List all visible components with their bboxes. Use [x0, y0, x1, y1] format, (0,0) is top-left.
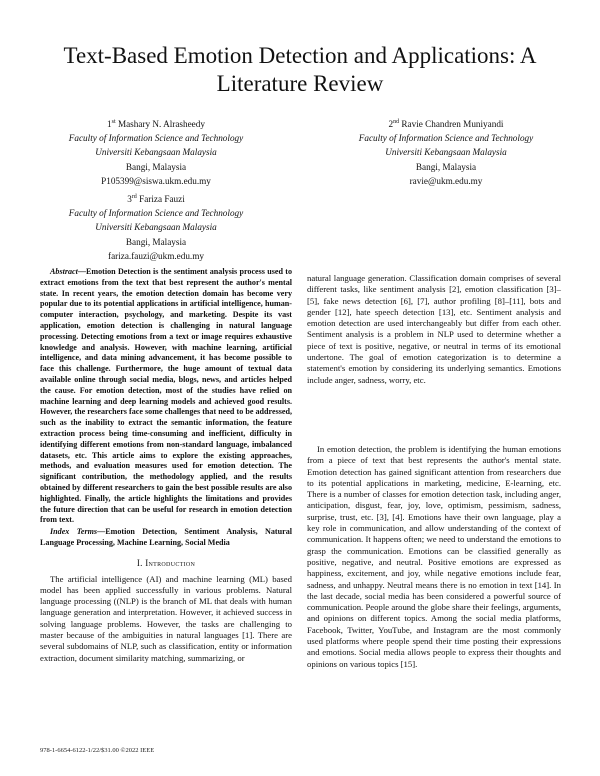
section-heading-introduction: I. Introduction	[136, 557, 196, 568]
author-location: Bangi, Malaysia	[125, 161, 187, 172]
abstract-paragraph: Abstract—Emotion Detection is the sentiment analysis process used to extract emotions from the text that best represent the author's mental state. In recent years, the emotion detection domain has become very popular due to its potential applications in artificial intelligence, human-computer interaction, psychology, and marketing. Despite its vast application, emotion detection is challenging in natural language processing. Detecting emotions from a text or image requires exhaustive knowledge and analysis. However, with machine learning, artificial intelligence, and data mining advancement, it has become possible to face this challenge. Furthermore, the huge amount of textual data available online through social media, blogs, news, and articles helped the cause. For emotion detection, most of the studies have relied on machine learning and deep learning models and achieved good results. However, the researchers face some challenges that need to be addressed, such as the inability to extract the semantic information, the feature extraction process being time-consuming and inefficient, difficulty in identifying different emotions from non-standard language, imbalanced datasets, etc. This article aims to explore the existing approaches, methods, and evaluation measures used for emotion detection. The significant contribution, the methodology applied, and the results obtained by different researchers to gain the best possible results are also highlighted. Finally, the article highlights the limitations and provides the future direction that can be useful for research in emotion detection from text.	[40, 267, 292, 525]
column-gap	[307, 386, 561, 444]
author-faculty: Faculty of Information Science and Technology	[358, 133, 534, 144]
index-terms-text: Emotion Detection, Sentiment Analysis, Natural Language Processing, Machine Learning, Social Media	[40, 527, 293, 547]
author-location: Bangi, Malaysia	[125, 236, 187, 247]
author-faculty: Faculty of Information Science and Technology	[68, 133, 244, 144]
intro-paragraph-1: The artificial intelligence (AI) and machine learning (ML) based model has been applied successfully in various problems. Natural language processing ((NLP) is the branch of ML that deals with human language generation and interpretation. However, it achieved success in solving language problems. However, the tasks are challenging to master because of the ambiguities in natural languages [1]. There are several subdomains of NLP, such as classification, entity or information extraction, document similarity matching, summarizing, or	[40, 573, 292, 663]
author-university: Universiti Kebangsaan Malaysia	[95, 147, 217, 158]
author-ordinal-suffix: st	[111, 118, 116, 125]
index-terms-paragraph: Index Terms—Emotion Detection, Sentiment Analysis, Natural Language Processing, Machine Learning, Social Media	[40, 527, 293, 547]
intro-paragraph-continued: natural language generation. Classification domain comprises of several different tasks, like sentiment analysis [2], emotion classification [3]–[5], fake news detection [6], [7], author profiling [8]–[11], bots and gender [12], hate speech detection [13], etc. Sentiment analysis and emotion detection are used interchangeably but differ from each other. Sentiment analysis is a problem in NLP used to determine whether a piece of text is positive, negative, or neutral in terms of its emotional undertone. The goal of emotion categorization is to determine a statement's emotion by considering its underlying semantics. Emotions include anger, sadness, worry, etc.	[307, 273, 561, 385]
abstract-label: Abstract	[50, 267, 78, 276]
author-email: fariza.fauzi@ukm.edu.my	[108, 250, 204, 261]
author-ordinal: 3	[127, 194, 132, 204]
author-email: P105399@siswa.ukm.edu.my	[101, 175, 211, 186]
author-name-line	[40, 117, 272, 131]
right-column	[307, 273, 561, 670]
author-ordinal-suffix: nd	[393, 118, 400, 125]
index-terms-label: Index Terms	[50, 527, 98, 537]
author-university: Universiti Kebangsaan Malaysia	[385, 147, 507, 158]
author-name-line	[40, 192, 272, 206]
author-name-line	[330, 117, 562, 131]
paper-title: Text-Based Emotion Detection and Applications: A Literature Review	[63, 43, 537, 96]
author-ordinal-suffix: rd	[131, 193, 137, 200]
author-block-1	[40, 117, 272, 188]
author-location: Bangi, Malaysia	[415, 161, 477, 172]
author-name: Ravie Chandren Muniyandi	[401, 119, 504, 129]
author-block-3	[40, 192, 272, 263]
copyright-footer: 978-1-6654-6122-1/22/$31.00 ©2022 IEEE	[40, 747, 155, 754]
left-column	[40, 267, 292, 664]
author-ordinal: 1	[107, 119, 112, 129]
author-name: Mashary N. Alrasheedy	[117, 119, 205, 129]
author-block-2	[330, 117, 562, 188]
abstract-text: Emotion Detection is the sentiment analysis process used to extract emotions from the text that best represent the author's mental state. In recent years, the emotion detection domain has become very popular due to its potential applications in artificial intelligence, human-computer interaction, psychology, and marketing. Despite its vast application, emotion detection is challenging in natural language processing. Detecting emotions from a text or image requires exhaustive knowledge and analysis. However, with machine learning, artificial intelligence, and data mining advancement, it has become possible to face this challenge. Furthermore, the huge amount of textual data available online through social media, blogs, news, and articles helped the cause. For emotion detection, most of the studies have relied on machine learning and deep learning models and achieved good results. However, the researchers face some challenges that need to be addressed, such as the inability to extract the semantic information, the feature extraction process being time-consuming and inefficient, difficulty in identifying different emotions from non-standard language, imbalanced datasets, etc. This article aims to explore the existing approaches, methods, and evaluation measures used for emotion detection. The significant contribution, the methodology applied, and the results obtained by different researchers to gain the best possible results are also highlighted. Finally, the article highlights the limitations and provides the future direction that can be useful for research in emotion detection from text.	[40, 267, 292, 525]
intro-paragraph-2: In emotion detection, the problem is identifying the human emotions from a piece of text that best represents the author's mental state. Emotion detection has gained significant attention from researchers due to its potential applications in marketing, medicine, E-learning, etc. There is a number of classes for emotion detection task, including anger, anticipation, disgust, fear, joy, love, optimism, pessimism, sadness, surprise, trust, etc. [3], [4]. Emotions have their own language, play a key role in communication, and allow understanding of the context of communication. It happens often; we need to understand the emotions to grasp the communication. Emotions can be classified generally as positive, negative, and neutral. Positive emotions are expressed as happiness, excitement, and joy, while negative emotions include fear, sadness, and unhappy. Neutral means there is no emotion in text [14]. In the last decade, social media has been considered a powerful source of communication. People around the globe share their feelings, arguments, and opinions on different topics. Among the social media platforms, Facebook, Twitter, YouTube, and Instagram are the most commonly used platforms where people spend their time posting their expressions and emotions. Social media allows people to express their thoughts and opinions on various topics [15].	[307, 443, 561, 669]
author-email: ravie@ukm.edu.my	[409, 175, 483, 186]
author-faculty: Faculty of Information Science and Technology	[68, 208, 244, 219]
author-university: Universiti Kebangsaan Malaysia	[95, 222, 217, 233]
author-ordinal: 2	[388, 119, 394, 129]
author-name: Fariza Fauzi	[139, 194, 185, 204]
